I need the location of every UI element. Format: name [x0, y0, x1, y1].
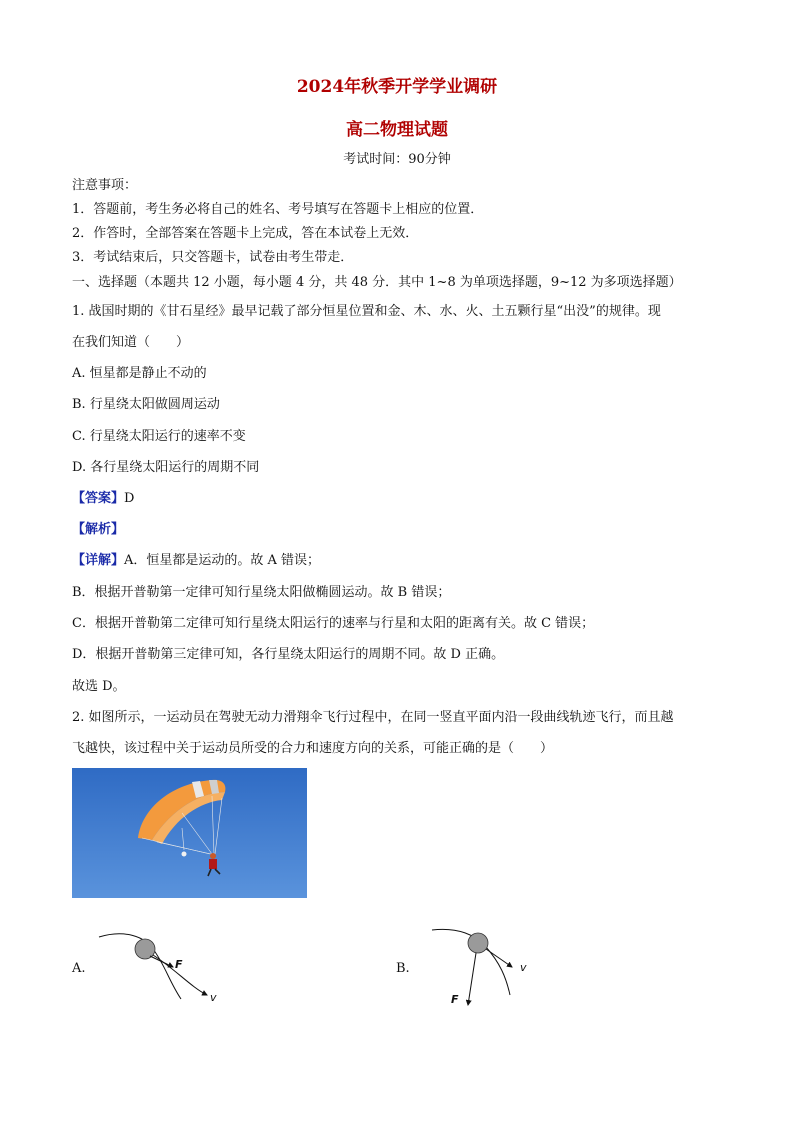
q1-analysis — [72, 518, 124, 537]
q1-detail-2: B．根据开普勒第一定律可知行星绕太阳做椭圆运动。故 B 错误； — [72, 585, 451, 600]
q2-option-b-label: B. — [396, 961, 410, 976]
notice-item-3: 3．考试结束后，只交答题卡，试卷由考生带走． — [72, 250, 354, 265]
force-label-a: F — [175, 958, 183, 971]
notice-item-1: 1．答题前，考生务必将自己的姓名、考号填写在答题卡上相应的位置． — [72, 202, 484, 217]
q1-option-c: C. 行星绕太阳运行的速率不变 — [72, 429, 246, 444]
answer-value: D — [124, 491, 135, 506]
notice-heading: 注意事项： — [72, 178, 138, 193]
q2-stem-line2: 飞越快，该过程中关于运动员所受的合力和速度方向的关系，可能正确的是（ ） — [72, 741, 554, 756]
q1-option-b: B. 行星绕太阳做圆周运动 — [72, 397, 220, 412]
notice-item-2: 2．作答时，全部答案在答题卡上完成，答在本试卷上无效． — [72, 226, 419, 241]
q1-stem-line2: 在我们知道（ ） — [72, 335, 190, 350]
velocity-label-b: v — [520, 961, 527, 974]
section-heading: 一、选择题（本题共 12 小题，每小题 4 分，共 48 分．其中 1~8 为单项选择题，9~12 为多项选择题） — [72, 275, 682, 290]
q2-option-b-diagram — [428, 925, 548, 1015]
answer-label: 【答案】 — [72, 491, 125, 506]
q1-detail-1 — [72, 549, 320, 568]
exam-time: 考试时间：90分钟 — [343, 152, 451, 167]
q1-detail-3: C．根据开普勒第二定律可知行星绕太阳运行的速率与行星和太阳的距离有关。故 C 错误； — [72, 616, 595, 631]
q1-answer — [72, 487, 134, 506]
q2-option-a-diagram — [95, 925, 235, 1010]
q2-option-a-label: A. — [72, 961, 86, 976]
velocity-label-a: v — [210, 991, 217, 1004]
detail-line-text: A．恒星都是运动的。故 A 错误； — [124, 553, 321, 568]
detail-label: 【详解】 — [72, 553, 125, 568]
paraglider-photo — [72, 768, 307, 898]
q1-stem-line1: 1. 战国时期的《甘石星经》最早记载了部分恒星位置和金、木、水、火、土五颗行星“出没”的规律。现 — [72, 304, 661, 319]
exam-subtitle: 高二物理试题 — [346, 120, 448, 140]
q1-conclusion: 故选 D。 — [72, 679, 126, 694]
q2-stem-line1: 2. 如图所示，一运动员在驾驶无动力滑翔伞飞行过程中，在同一竖直平面内沿一段曲线轨迹飞行，而且越 — [72, 710, 674, 725]
q1-option-a: A. 恒星都是静止不动的 — [72, 366, 207, 381]
exam-title: 2024年秋季开学学业调研 — [296, 77, 498, 97]
q1-option-d: D. 各行星绕太阳运行的周期不同 — [72, 460, 260, 475]
analysis-label: 【解析】 — [72, 522, 125, 537]
q1-detail-4: D．根据开普勒第三定律可知，各行星绕太阳运行的周期不同。故 D 正确。 — [72, 647, 505, 662]
force-label-b: F — [451, 993, 459, 1006]
